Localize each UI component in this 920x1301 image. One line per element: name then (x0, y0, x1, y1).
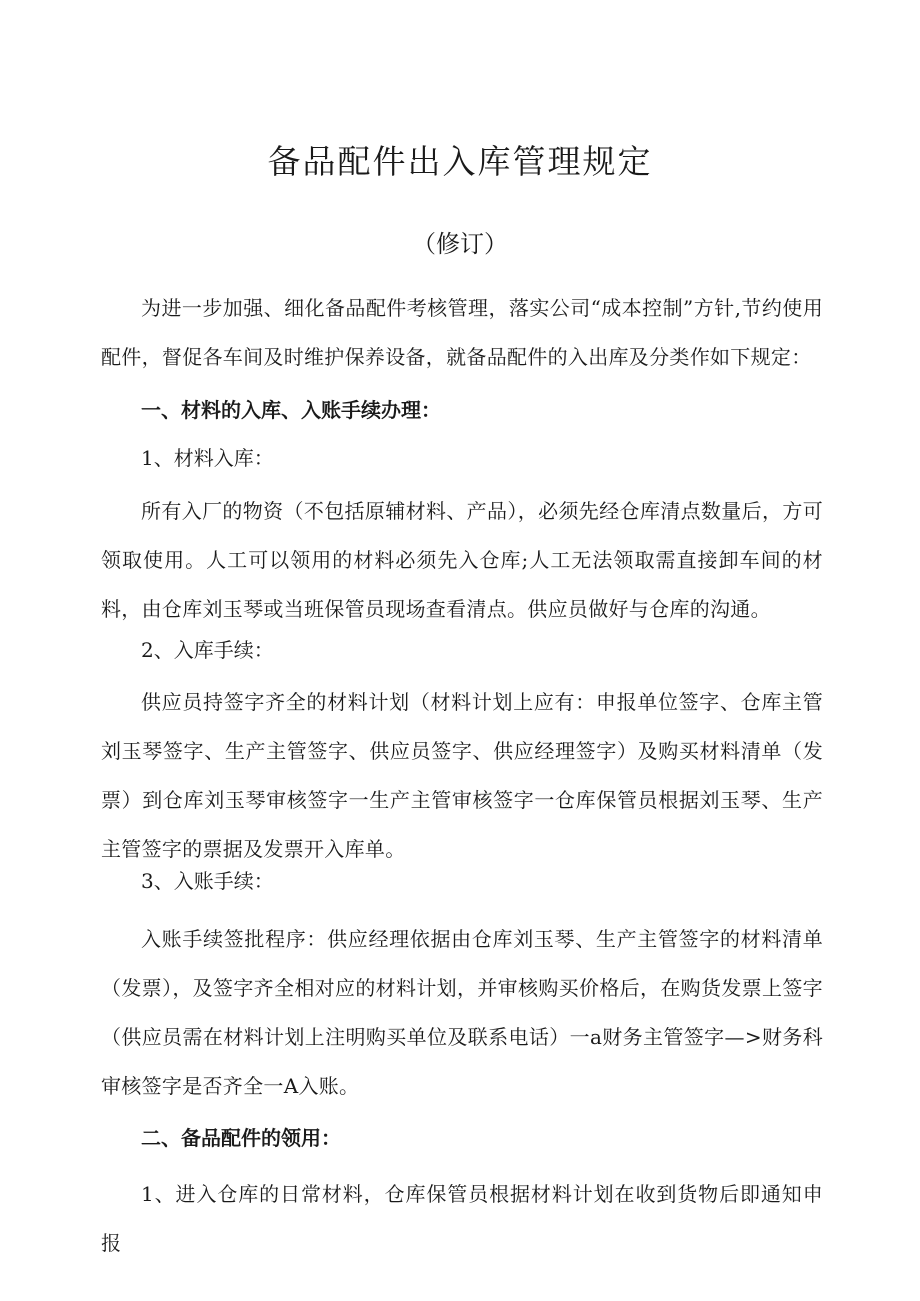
section-1-item-2-title: 2、入库手续： (141, 638, 274, 662)
section-2-item-1-text: 1、进入仓库的日常材料，仓库保管员根据材料计划在收到货物后即通知申报 (101, 1182, 823, 1255)
document-subtitle: （修订） (412, 230, 508, 258)
section-1-item-3-title: 3、入账手续： (141, 869, 274, 893)
intro-paragraph: 为进一步加强、细化备品配件考核管理，落实公司“成本控制”方针,节约使用配件，督促各车间及时维护保养设备，就备品配件的入出库及分类作如下规定： (101, 296, 823, 369)
document-title: 备品配件出入库管理规定 (267, 142, 653, 181)
section-1-item-1-text: 所有入厂的物资（不包括原辅材料、产品），必须先经仓库清点数量后，方可领取使用。人工可以领用的材料必须先入仓库;人工无法领取需直接卸车间的材料，由仓库刘玉琴或当班保管员现场查看清点。供应员做好与仓库的沟通。 (101, 499, 823, 621)
section-1-item-1-title: 1、材料入库： (141, 446, 274, 470)
section-2-heading: 二、备品配件的领用： (141, 1126, 341, 1150)
section-1-heading: 一、材料的入库、入账手续办理： (141, 398, 441, 422)
section-1-item-2-text: 供应员持签字齐全的材料计划（材料计划上应有：申报单位签字、仓库主管刘玉琴签字、生产主管签字、供应员签字、供应经理签字）及购买材料清单（发票）到仓库刘玉琴审核签字一生产主管审核签字一仓库保管员根据刘玉琴、生产主管签字的票据及发票开入库单。 (101, 690, 823, 861)
section-1-item-3-text: 入账手续签批程序：供应经理依据由仓库刘玉琴、生产主管签字的材料清单（发票），及签字齐全相对应的材料计划，并审核购买价格后，在购货发票上签字（供应员需在材料计划上注明购买单位及联系电话）一a财务主管签字—>财务科审核签字是否齐全一A入账。 (101, 927, 823, 1098)
